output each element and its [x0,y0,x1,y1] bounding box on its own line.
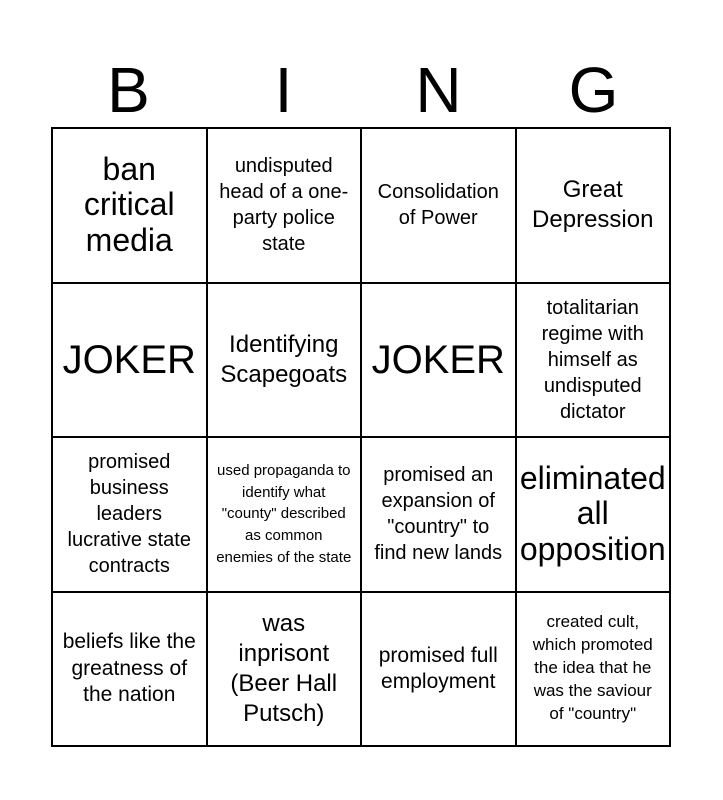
header-letter-g: G [568,54,619,126]
header-letter-n: N [415,54,462,126]
bingo-cell[interactable]: Identifying Scapegoats [207,283,362,438]
bingo-cell[interactable]: beliefs like the greatness of the nation [52,592,207,747]
bingo-cell-joker[interactable]: JOKER [52,283,207,438]
bingo-cell-joker[interactable]: JOKER [361,283,516,438]
bingo-cell[interactable]: Consolidation of Power [361,128,516,283]
bingo-header [51,52,671,128]
bingo-cell[interactable]: promised full employment [361,592,516,747]
header-letter-b: B [107,54,150,126]
bingo-cell[interactable]: undisputed head of a one-party police state [207,128,362,283]
bingo-cell[interactable]: promised business leaders lucrative state contracts [52,437,207,592]
bingo-cell[interactable]: Great Depression [516,128,671,283]
bingo-cell[interactable]: eliminated all opposition [516,437,671,592]
bingo-cell[interactable]: ban critical media [52,128,207,283]
bingo-cell[interactable]: was inprisont (Beer Hall Putsch) [207,592,362,747]
bingo-cell[interactable]: promised an expansion of "country" to find new lands [361,437,516,592]
bingo-cell[interactable]: created cult, which promoted the idea that he was the saviour of "country" [516,592,671,747]
bingo-card-grid [51,127,671,747]
bingo-cell[interactable]: totalitarian regime with himself as undisputed dictator [516,283,671,438]
header-letter-i: I [274,54,293,126]
bingo-cell[interactable]: used propaganda to identify what "county" described as common enemies of the state [207,437,362,592]
